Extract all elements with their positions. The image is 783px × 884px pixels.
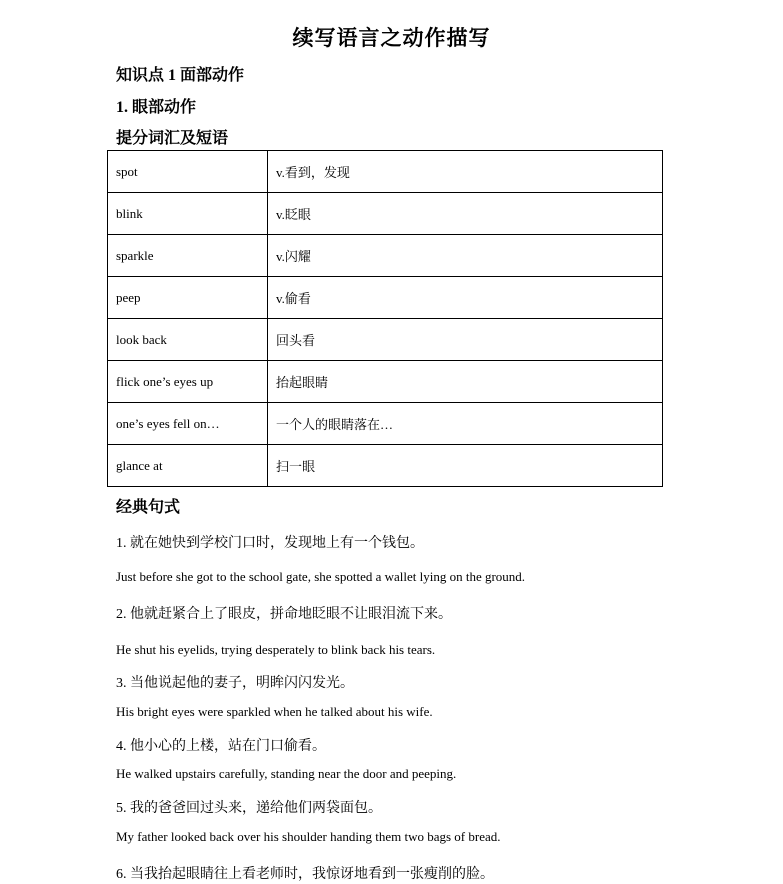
vocab-chinese: 一个人的眼睛落在…	[268, 403, 663, 445]
vocab-chinese: v.闪耀	[268, 235, 663, 277]
vocab-chinese: v.眨眼	[268, 193, 663, 235]
vocab-row	[108, 319, 663, 361]
vocab-table	[107, 150, 663, 487]
sentence-en: He walked upstairs carefully, standing near the door and peeping.	[116, 766, 457, 781]
vocab-english: one’s eyes fell on…	[108, 403, 268, 445]
vocab-chinese: 抬起眼睛	[268, 361, 663, 403]
vocab-english: spot	[108, 151, 268, 193]
vocab-row	[108, 151, 663, 193]
sentence-en: His bright eyes were sparkled when he talked about his wife.	[116, 704, 433, 719]
vocab-chinese: v.看到，发现	[268, 151, 663, 193]
vocab-english: look back	[108, 319, 268, 361]
vocab-row	[108, 277, 663, 319]
vocab-chinese: 扫一眼	[268, 445, 663, 487]
sentence-zh: 4. 他小心的上楼，站在门口偷看。	[116, 739, 326, 754]
sentence-zh: 6. 当我抬起眼睛往上看老师时，我惊讶地看到一张瘦削的脸。	[116, 867, 494, 882]
sentence-en: My father looked back over his shoulder handing them two bags of bread.	[116, 829, 501, 844]
sentence-en: Just before she got to the school gate, she spotted a wallet lying on the ground.	[116, 569, 526, 584]
sentence-zh: 2. 他就赶紧合上了眼皮，拼命地眨眼不让眼泪流下来。	[116, 607, 452, 622]
vocab-row	[108, 235, 663, 277]
sentence-en: He shut his eyelids, trying desperately to blink back his tears.	[116, 642, 436, 657]
sentences-heading: 经典句式	[116, 499, 181, 516]
vocab-english: sparkle	[108, 235, 268, 277]
vocab-row	[108, 361, 663, 403]
vocab-english: blink	[108, 193, 268, 235]
vocab-english: flick one’s eyes up	[108, 361, 268, 403]
vocab-chinese: v.偷看	[268, 277, 663, 319]
sentence-zh: 5. 我的爸爸回过头来，递给他们两袋面包。	[116, 801, 382, 816]
subsection-heading: 1. 眼部动作	[116, 99, 197, 116]
document-title: 续写语言之动作描写	[292, 26, 491, 50]
vocab-row	[108, 403, 663, 445]
vocab-chinese: 回头看	[268, 319, 663, 361]
sentence-zh: 1. 就在她快到学校门口时，发现地上有一个钱包。	[116, 536, 424, 551]
vocab-english: peep	[108, 277, 268, 319]
vocab-heading: 提分词汇及短语	[116, 130, 229, 147]
sentence-zh: 3. 当他说起他的妻子，明眸闪闪发光。	[116, 676, 354, 691]
vocab-row	[108, 445, 663, 487]
vocab-row	[108, 193, 663, 235]
section-heading: 知识点 1 面部动作	[116, 67, 245, 84]
vocab-english: glance at	[108, 445, 268, 487]
